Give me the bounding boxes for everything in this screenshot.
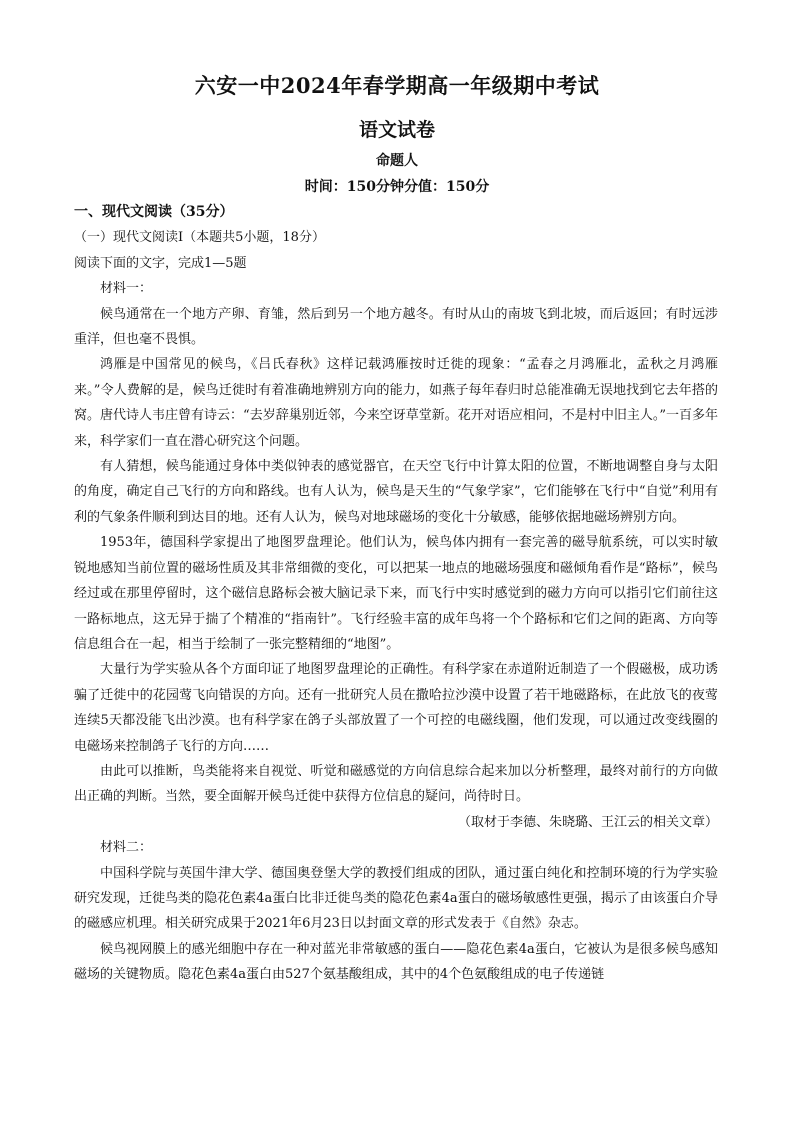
material-two-paragraph: 候鸟视网膜上的感光细胞中存在一种对蓝光非常敏感的蛋白——隐花色素4a蛋白，它被认为是很多候鸟感知磁场的关键物质。隐花色素4a蛋白由527个氨基酸组成，其中的4个色氨酸组成的电子传递链 [74, 941, 718, 983]
author-label: 命题人 [376, 153, 418, 169]
material-one-paragraph: 1953年，德国科学家提出了地图罗盘理论。他们认为，候鸟体内拥有一套完善的磁导航系统，可以实时敏锐地感知当前位置的磁场性质及其非常细微的变化，可以把某一地点的地磁场强度和磁倾角看作是“路标”，候鸟经过或在那里停留时，这个磁信息路标会被大脑记录下来，而飞行中实时感觉到的磁力方向可以指引它们前往这一路标地点，这无异于揣了个精准的“指南针”。飞行经验丰富的成年鸟将一个个路标和它们之间的距离、方向等信息组合在一起，相当于绘制了一张完整精细的“地图”。 [74, 535, 718, 652]
material-one-paragraph: 由此可以推断，鸟类能将来自视觉、听觉和磁感觉的方向信息综合起来加以分析整理，最终对前行的方向做出正确的判断。当然，要全面解开候鸟迁徙中获得方位信息的疑问，尚待时日。 [74, 763, 718, 805]
material-one-paragraph: 有人猜想，候鸟能通过身体中类似钟表的感觉器官，在天空飞行中计算太阳的位置，不断地调整自身与太阳的角度，确定自己飞行的方向和路线。也有人认为，候鸟是天生的“气象学家”，它们能够在飞行中“自觉”利用有利的气象条件顺利到达目的地。还有人认为，候鸟对地球磁场的变化十分敏感，能够依据地磁场辨别方向。 [74, 459, 718, 525]
material-one-source: （取材于李德、朱晓璐、王江云的相关文章） [457, 814, 718, 830]
exam-content [74, 200, 718, 988]
reading-instruction: 阅读下面的文字，完成1—5题 [74, 255, 247, 271]
material-two-label: 材料二： [100, 840, 153, 856]
material-one-paragraph: 候鸟通常在一个地方产卵、育雏，然后到另一个地方越冬。有时从山的南坡飞到北坡，而后返回；有时远涉重洋，但也毫不畏惧。 [74, 306, 718, 348]
page-subtitle: 语文试卷 [358, 119, 435, 141]
time-info: 时间：150分钟分值：150分 [304, 179, 490, 195]
page-title: 六安一中2024年春学期高一年级期中考试 [194, 73, 600, 98]
material-one-paragraph: 大量行为学实验从各个方面印证了地图罗盘理论的正确性。有科学家在赤道附近制造了一个假磁极，成功诱骗了迁徙中的花园莺飞向错误的方向。还有一批研究人员在撒哈拉沙漠中设置了若干地磁路标，在此放飞的夜莺连续5天都没能飞出沙漠。也有科学家在鸽子头部放置了一个可控的电磁线圈，他们发现，可以通过改变线圈的电磁场来控制鸽子飞行的方向…… [74, 662, 718, 754]
material-two-paragraph: 中国科学院与英国牛津大学、德国奥登堡大学的教授们组成的团队，通过蛋白纯化和控制环境的行为学实验研究发现，迁徙鸟类的隐花色素4a蛋白比非迁徙鸟类的隐花色素4a蛋白的磁场敏感性更强，揭示了由该蛋白介导的磁感应机理。相关研究成果于2021年6月23日以封面文章的形式发表于《自然》杂志。 [74, 865, 718, 932]
material-one-label: 材料一： [100, 281, 153, 297]
section-heading: 一、现代文阅读（35分） [74, 204, 234, 220]
sub-section-heading: （一）现代文阅读Ⅰ（本题共5小题，18分） [74, 230, 325, 246]
material-one-paragraph: 鸿雁是中国常见的候鸟，《吕氏春秋》这样记载鸿雁按时迁徙的现象：“孟春之月鸿雁北，孟秋之月鸿雁来。”令人费解的是，候鸟迁徙时有着准确地辨别方向的能力，如燕子每年春归时总能准确无误地找到它去年搭的窝。唐代诗人韦庄曾有诗云：“去岁辞巢别近邻，今来空讶草堂新。花开对语应相问，不是村中旧主人。”一百多年来，科学家们一直在潜心研究这个问题。 [74, 357, 718, 449]
